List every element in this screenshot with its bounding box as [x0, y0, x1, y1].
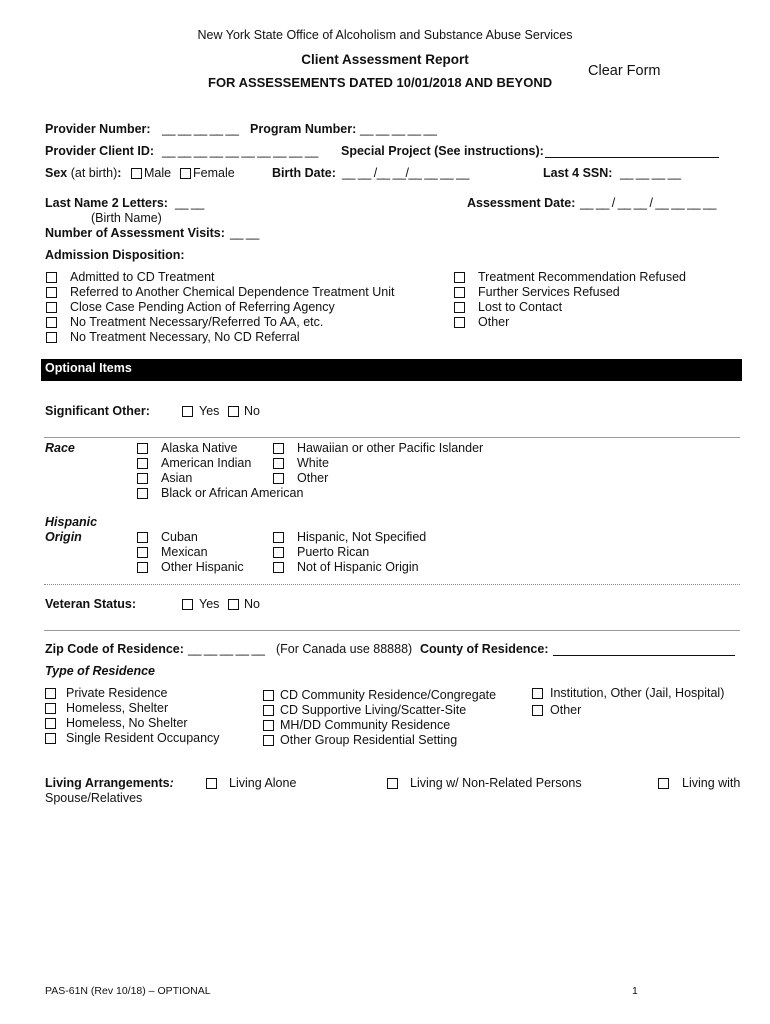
form-subtitle: FOR ASSESSEMENTS DATED 10/01/2018 AND BEYOND	[208, 75, 553, 90]
birth-name-note: (Birth Name)	[91, 211, 162, 225]
admission-option: Treatment Recommendation Refused	[478, 270, 686, 284]
residence-checkbox[interactable]	[532, 705, 543, 716]
hispanic-option: Cuban	[161, 530, 198, 544]
race-option: White	[297, 456, 329, 470]
race-option: Hawaiian or other Pacific Islander	[297, 441, 484, 455]
admission-option: Admitted to CD Treatment	[70, 270, 215, 284]
admission-disposition-label: Admission Disposition:	[45, 248, 185, 262]
residence-option: Institution, Other (Jail, Hospital)	[550, 686, 725, 700]
hispanic-option: Hispanic, Not Specified	[297, 530, 427, 544]
hispanic-checkbox[interactable]	[273, 562, 284, 573]
residence-option: Private Residence	[66, 686, 168, 700]
admission-option: Close Case Pending Action of Referring Agency	[70, 300, 335, 314]
residence-option: MH/DD Community Residence	[280, 718, 451, 732]
residence-option: Homeless, Shelter	[66, 701, 169, 715]
sex-colon: :	[117, 166, 122, 180]
significant-other-no-label: No	[244, 404, 260, 418]
female-label: Female	[193, 166, 235, 180]
client-id-field[interactable]: __ __ __ __ __ __ __ __ __ __	[162, 144, 318, 158]
zip-code-field[interactable]: __ __ __ __ __	[188, 642, 265, 656]
race-option: Asian	[161, 471, 193, 485]
origin-label: Origin	[45, 530, 82, 544]
admission-checkbox[interactable]	[46, 317, 57, 328]
living-alone-checkbox[interactable]	[206, 778, 217, 789]
significant-other-no-checkbox[interactable]	[228, 406, 239, 417]
living-nonrelated-label: Living w/ Non-Related Persons	[410, 776, 582, 790]
hispanic-label: Hispanic	[45, 515, 98, 529]
residence-option: Other Group Residential Setting	[280, 733, 458, 747]
hispanic-option: Puerto Rican	[297, 545, 370, 559]
form-id: PAS-61N (Rev 10/18) – OPTIONAL	[45, 985, 211, 997]
agency-name: New York State Office of Alcoholism and Substance Abuse Services	[197, 28, 573, 42]
admission-option: No Treatment Necessary, No CD Referral	[70, 330, 300, 344]
admission-option: Lost to Contact	[478, 300, 563, 314]
special-project-field[interactable]	[545, 157, 719, 158]
hispanic-option: Mexican	[161, 545, 208, 559]
race-checkbox[interactable]	[137, 443, 148, 454]
living-alone-label: Living Alone	[229, 776, 297, 790]
residence-option: CD Supportive Living/Scatter-Site	[280, 703, 467, 717]
admission-option: Referred to Another Chemical Dependence Treatment Unit	[70, 285, 395, 299]
form-title: Client Assessment Report	[301, 52, 469, 67]
admission-option: Other	[478, 315, 510, 329]
admission-checkbox[interactable]	[454, 302, 465, 313]
admission-checkbox[interactable]	[454, 287, 465, 298]
admission-checkbox[interactable]	[46, 287, 57, 298]
significant-other-label: Significant Other:	[45, 404, 150, 418]
living-arrangements-colon: :	[169, 776, 174, 790]
hispanic-checkbox[interactable]	[273, 547, 284, 558]
admission-option: No Treatment Necessary/Referred To AA, etc.	[70, 315, 324, 329]
assessment-date-label: Assessment Date:	[467, 196, 576, 210]
client-id-label: Provider Client ID:	[45, 144, 155, 158]
provider-number-label: Provider Number:	[45, 122, 151, 136]
last-name-label: Last Name 2 Letters:	[45, 196, 168, 210]
birth-date-field[interactable]: __ __ /__ __/__ __ __ __	[342, 166, 470, 180]
residence-checkbox[interactable]	[45, 703, 56, 714]
race-option: Alaska Native	[161, 441, 238, 455]
race-option: Black or African American	[161, 486, 304, 500]
provider-number-field[interactable]: __ __ __ __ __	[162, 122, 239, 136]
veteran-yes-label: Yes	[199, 597, 220, 611]
race-label: Race	[45, 441, 75, 455]
hispanic-checkbox[interactable]	[273, 532, 284, 543]
page-number: 1	[632, 985, 638, 997]
program-number-field[interactable]: __ __ __ __ __	[360, 122, 437, 136]
male-label: Male	[144, 166, 172, 180]
county-field[interactable]	[553, 655, 735, 656]
residence-option: CD Community Residence/Congregate	[280, 688, 497, 702]
spouse-relatives-label: Spouse/Relatives	[45, 791, 143, 805]
admission-checkbox[interactable]	[454, 317, 465, 328]
race-checkbox[interactable]	[273, 443, 284, 454]
county-label: County of Residence:	[420, 642, 549, 656]
residence-checkbox[interactable]	[45, 733, 56, 744]
race-option: American Indian	[161, 456, 252, 470]
hispanic-checkbox[interactable]	[137, 547, 148, 558]
race-option: Other	[297, 471, 329, 485]
race-checkbox[interactable]	[273, 473, 284, 484]
female-checkbox[interactable]	[180, 168, 191, 179]
race-checkbox[interactable]	[137, 473, 148, 484]
sex-row	[45, 166, 121, 181]
race-checkbox[interactable]	[273, 458, 284, 469]
admission-checkbox[interactable]	[46, 272, 57, 283]
veteran-no-label: No	[244, 597, 260, 611]
residence-option: Other	[550, 703, 582, 717]
residence-checkbox[interactable]	[45, 718, 56, 729]
ssn-label: Last 4 SSN:	[543, 166, 613, 180]
sex-qualifier: (at birth)	[70, 166, 118, 180]
hispanic-checkbox[interactable]	[137, 562, 148, 573]
hispanic-checkbox[interactable]	[137, 532, 148, 543]
program-number-label: Program Number:	[250, 122, 357, 136]
living-arrangements-label	[45, 776, 174, 791]
veteran-no-checkbox[interactable]	[228, 599, 239, 610]
admission-checkbox[interactable]	[46, 302, 57, 313]
significant-other-yes-label: Yes	[199, 404, 220, 418]
residence-checkbox[interactable]	[45, 688, 56, 699]
residence-checkbox[interactable]	[263, 720, 274, 731]
race-checkbox[interactable]	[137, 488, 148, 499]
canada-note: (For Canada use 88888)	[276, 642, 413, 656]
assessment-date-field[interactable]: __ __ / __ __ / __ __ __ __	[580, 196, 716, 210]
divider	[44, 584, 740, 585]
last-name-field[interactable]: __ __	[175, 196, 204, 210]
optional-items-heading: Optional Items	[45, 361, 132, 375]
residence-option: Homeless, No Shelter	[66, 716, 188, 730]
visits-label: Number of Assessment Visits:	[45, 226, 225, 240]
visits-field[interactable]: __ __	[230, 226, 259, 240]
sex-label: Sex	[45, 166, 68, 180]
significant-other-yes-checkbox[interactable]	[182, 406, 193, 417]
residence-checkbox[interactable]	[263, 690, 274, 701]
living-nonrelated-checkbox[interactable]	[387, 778, 398, 789]
living-arrangements-text: Living Arrangements	[45, 776, 170, 790]
veteran-yes-checkbox[interactable]	[182, 599, 193, 610]
admission-option: Further Services Refused	[478, 285, 620, 299]
clear-form-button[interactable]: Clear Form	[588, 63, 661, 79]
living-with-checkbox[interactable]	[658, 778, 669, 789]
hispanic-option: Other Hispanic	[161, 560, 244, 574]
living-with-label: Living with	[682, 776, 741, 790]
residence-type-label: Type of Residence	[45, 664, 155, 678]
residence-option: Single Resident Occupancy	[66, 731, 220, 745]
residence-checkbox[interactable]	[263, 735, 274, 746]
male-checkbox[interactable]	[131, 168, 142, 179]
veteran-status-label: Veteran Status:	[45, 597, 137, 611]
admission-checkbox[interactable]	[454, 272, 465, 283]
hispanic-option: Not of Hispanic Origin	[297, 560, 419, 574]
optional-items-bar	[41, 359, 742, 381]
zip-code-label: Zip Code of Residence:	[45, 642, 184, 656]
residence-checkbox[interactable]	[532, 688, 543, 699]
ssn-field[interactable]: __ __ __ __	[620, 166, 681, 180]
admission-checkbox[interactable]	[46, 332, 57, 343]
divider	[44, 630, 740, 631]
race-checkbox[interactable]	[137, 458, 148, 469]
special-project-label: Special Project (See instructions):	[341, 144, 544, 158]
residence-checkbox[interactable]	[263, 705, 274, 716]
birth-date-label: Birth Date:	[272, 166, 336, 180]
divider	[44, 437, 740, 438]
